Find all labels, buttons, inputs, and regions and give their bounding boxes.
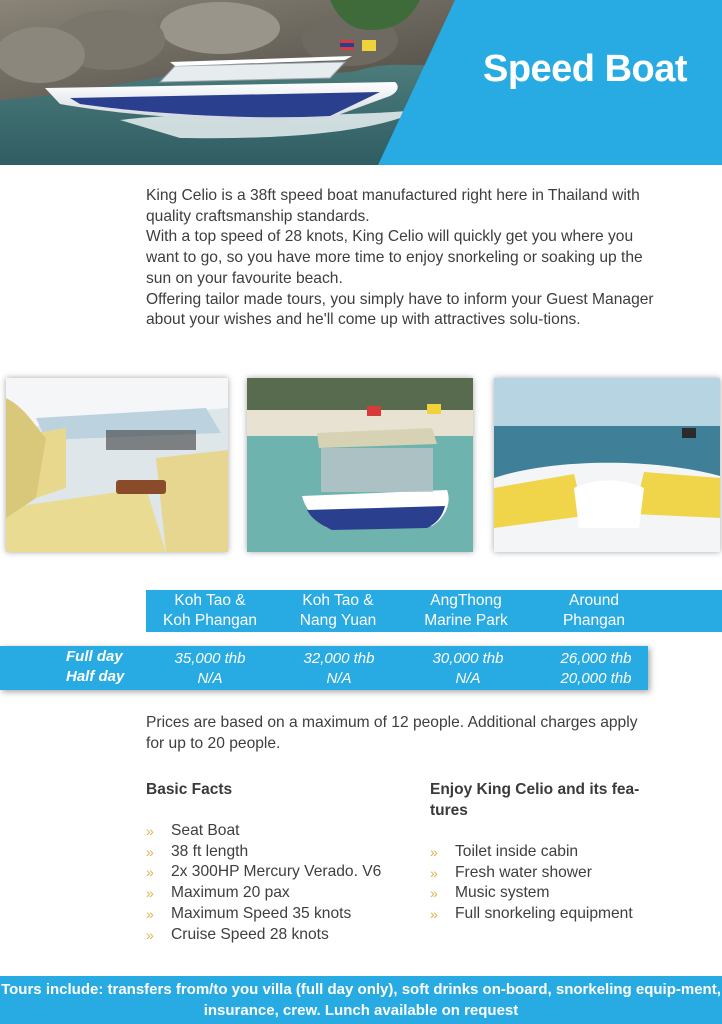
list-item-text: Seat Boat	[171, 822, 240, 839]
basic-facts-list	[146, 821, 426, 945]
price-cell: N/A	[455, 670, 481, 687]
bullet-icon: »	[430, 906, 438, 923]
features-list	[430, 842, 690, 925]
list-item-text: Music system	[455, 884, 550, 902]
list-item	[430, 904, 690, 925]
list-item	[146, 904, 426, 925]
destination-header	[146, 590, 274, 632]
features-heading: Enjoy King Celio and its fea-tures	[430, 781, 640, 819]
list-item-text: 2x 300HP Mercury Verado. V6	[171, 863, 382, 881]
list-item	[430, 842, 690, 863]
header	[0, 0, 722, 165]
bullet-icon: »	[146, 926, 154, 943]
list-item-text: Full snorkeling equipment	[455, 905, 633, 923]
destination-header	[402, 590, 530, 632]
bullet-icon: »	[146, 905, 154, 922]
price-table-rates	[0, 646, 648, 690]
intro-text	[146, 186, 662, 331]
row-label-full-day: Full day	[66, 648, 123, 665]
row-label-half-day: Half day	[66, 668, 125, 685]
intro-paragraph: Offering tailor made tours, you simply have to inform your Guest Manager about your wishes and he'll come up with attractives solu-tions.	[146, 290, 654, 329]
bullet-icon: »	[146, 843, 154, 860]
photo-boat-interior	[6, 378, 228, 552]
intro-paragraph: King Celio is a 38ft speed boat manufactured right here in Thailand with quality craftsmanship standards.	[146, 187, 640, 225]
destination-header	[530, 590, 658, 632]
bullet-icon: »	[146, 823, 154, 839]
list-item-text: Cruise Speed 28 knots	[171, 925, 329, 943]
list-item-text: Fresh water shower	[455, 863, 592, 881]
destination-name: Nang Yuan	[299, 612, 377, 629]
bullet-icon: »	[430, 844, 438, 860]
list-item	[146, 883, 426, 904]
bullet-icon: »	[430, 885, 438, 902]
list-item-text: 38 ft length	[171, 842, 249, 860]
list-item	[430, 863, 690, 884]
basic-facts-heading: Basic Facts	[146, 781, 233, 798]
bullet-icon: »	[430, 864, 438, 881]
destination-name: Koh Tao &	[302, 592, 374, 609]
photo-boat-at-beach	[247, 378, 473, 552]
bullet-icon: »	[146, 864, 154, 881]
photo-boat-bow-at-sea	[494, 378, 720, 552]
tours-include-footer: Tours include: transfers from/to you villa (full day only), soft drinks on-board, snorkeling equip-ment, insurance, crew. Lunch available on request	[0, 976, 722, 1024]
list-item	[430, 883, 690, 904]
intro-paragraph: With a top speed of 28 knots, King Celio will quickly get you where you want to go, so you have more time to enjoy snorkeling or soaking up the sun on your favourite beach.	[146, 228, 643, 287]
destination-name: Around	[569, 592, 619, 609]
price-cell: 30,000 thb	[432, 650, 504, 667]
destination-name: AngThong	[430, 592, 502, 609]
price-table-destinations	[146, 590, 722, 632]
price-cell: 20,000 thb	[560, 670, 632, 687]
destination-header	[274, 590, 402, 632]
destination-name: Marine Park	[424, 612, 508, 629]
destination-name: Koh Tao &	[174, 592, 246, 609]
bullet-icon: »	[146, 885, 154, 902]
list-item-text: Maximum 20 pax	[171, 884, 290, 902]
destination-name: Koh Phangan	[163, 612, 257, 629]
list-item-text: Toilet inside cabin	[455, 843, 579, 860]
list-item	[146, 842, 426, 863]
destination-name: Phangan	[562, 612, 626, 629]
page-title: Speed Boat	[482, 48, 688, 90]
list-item-text: Maximum Speed 35 knots	[171, 904, 352, 922]
list-item	[146, 862, 426, 883]
pricing-note: Prices are based on a maximum of 12 people. Additional charges apply for up to 20 people.	[146, 714, 638, 752]
price-cell: 26,000 thb	[560, 650, 632, 667]
list-item	[146, 821, 426, 842]
price-cell: 35,000 thb	[174, 650, 246, 667]
price-cell: N/A	[326, 670, 352, 687]
price-cell: 32,000 thb	[303, 650, 375, 667]
price-cell: N/A	[197, 670, 223, 687]
list-item	[146, 925, 426, 946]
